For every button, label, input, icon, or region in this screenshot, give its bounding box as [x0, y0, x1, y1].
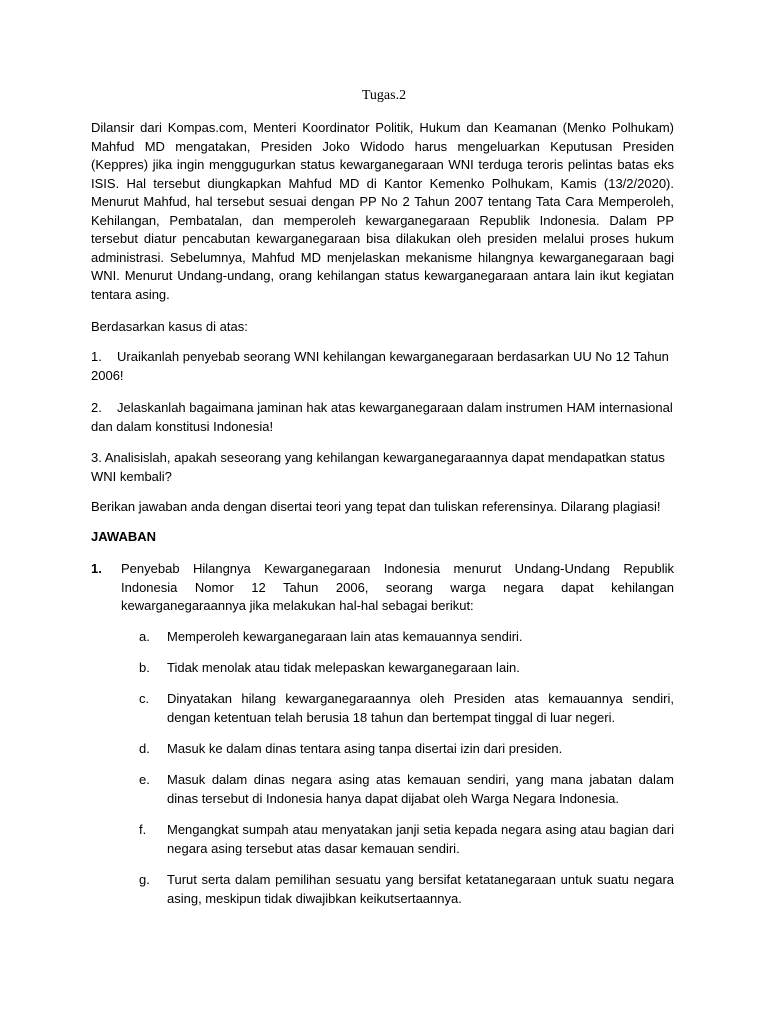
document-title: Tugas.2	[361, 88, 407, 103]
list-item	[139, 771, 674, 808]
list-item-label: c.	[139, 691, 150, 706]
list-item	[139, 871, 674, 908]
list-item-label: f.	[139, 822, 147, 837]
list-item	[139, 659, 674, 678]
instruction-text: Berikan jawaban anda dengan disertai teori yang tepat dan tuliskan referensinya. Dilarang plagiasi!	[91, 499, 661, 514]
question-number: 1.	[91, 349, 102, 364]
list-item-label: a.	[139, 629, 150, 644]
list-item-label: b.	[139, 660, 150, 675]
list-item-text: Masuk ke dalam dinas tentara asing tanpa disertai izin dari presiden.	[167, 741, 563, 756]
question-number: 3.	[91, 450, 102, 465]
question-3	[91, 449, 674, 486]
list-item-label: g.	[139, 872, 150, 887]
answer-heading: JAWABAN	[91, 529, 157, 544]
list-item-text: Tidak menolak atau tidak melepaskan kewarganegaraan lain.	[167, 660, 520, 675]
answer-number: 1.	[91, 561, 102, 576]
list-item	[139, 628, 674, 647]
question-text: Analisislah, apakah seseorang yang kehilangan kewarganegaraannya dapat mendapatkan status WNI kembali?	[91, 450, 665, 484]
list-item-text: Turut serta dalam pemilihan sesuatu yang bersifat ketatanegaraan untuk suatu negara asing, meskipun tidak diwajibkan keikutsertaannya.	[167, 872, 674, 906]
list-item-label: e.	[139, 772, 150, 787]
case-lead: Berdasarkan kasus di atas:	[91, 319, 248, 334]
list-item	[139, 821, 674, 858]
question-number: 2.	[91, 400, 102, 415]
answer-1	[91, 560, 674, 616]
list-item-text: Memperoleh kewarganegaraan lain atas kemauannya sendiri.	[167, 629, 523, 644]
list-item-text: Dinyatakan hilang kewarganegaraannya oleh Presiden atas kemauannya sendiri, dengan ketentuan telah berusia 18 tahun dan bertempat tinggal di luar negeri.	[167, 691, 674, 725]
list-item	[139, 690, 674, 727]
intro-paragraph: Dilansir dari Kompas.com, Menteri Koordinator Politik, Hukum dan Keamanan (Menko Polhukam) Mahfud MD mengatakan, Presiden Joko Widodo harus mengeluarkan Keputusan Presiden (Keppres) jika ingin menggugurkan status kewarganegaraan WNI terduga teroris pelintas batas eks ISIS. Hal tersebut diungkapkan Mahfud MD di Kantor Kemenko Polhukam, Kamis (13/2/2020). Menurut Mahfud, hal tersebut sesuai dengan PP No 2 Tahun 2007 tentang Tata Cara Memperoleh, Kehilangan, Pembatalan, dan memperoleh kewarganegaraan Republik Indonesia. Dalam PP tersebut diatur pencabutan kewarganegaraan bisa dilakukan oleh presiden melalui proses hukum administrasi. Sebelumnya, Mahfud MD menjelaskan mekanisme hilangnya kewarganegaraan bagi WNI. Menurut Undang-undang, orang kehilangan status kewarganegaraan antara lain ikut kegiatan tentara asing.	[91, 120, 674, 302]
question-text: Uraikanlah penyebab seorang WNI kehilangan kewarganegaraan berdasarkan UU No 12 Tahun 2006!	[91, 349, 669, 383]
list-item-text: Masuk dalam dinas negara asing atas kemauan sendiri, yang mana jabatan dalam dinas tersebut di Indonesia hanya dapat dijabat oleh Warga Negara Indonesia.	[167, 772, 674, 806]
answer-text: Penyebab Hilangnya Kewarganegaraan Indonesia menurut Undang-Undang Republik Indonesia Nomor 12 Tahun 2006, seorang warga negara dapat kehilangan kewarganegaraannya jika melakukan hal-hal sebagai berikut:	[121, 561, 674, 613]
question-2	[91, 399, 674, 436]
question-text: Jelaskanlah bagaimana jaminan hak atas kewarganegaraan dalam instrumen HAM internasional dan dalam konstitusi Indonesia!	[91, 400, 673, 434]
list-item	[139, 740, 674, 759]
list-item-label: d.	[139, 741, 150, 756]
list-item-text: Mengangkat sumpah atau menyatakan janji setia kepada negara asing atau bagian dari negara asing tersebut atas dasar kemauan sendiri.	[167, 822, 674, 856]
question-1	[91, 348, 674, 385]
